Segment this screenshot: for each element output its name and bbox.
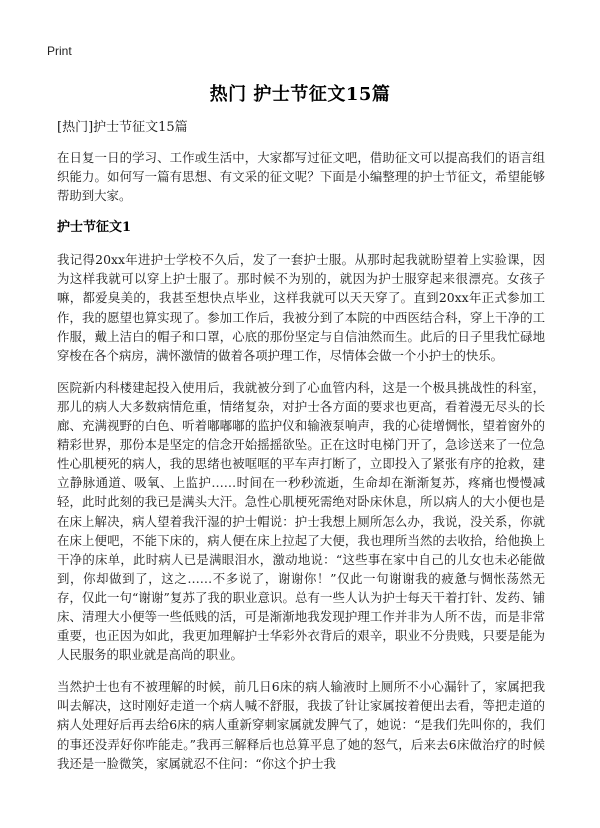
print-link[interactable]: Print — [47, 44, 72, 58]
body-paragraph: 医院新内科楼建起投入使用后，我就被分到了心血管内科，这是一个极具挑战性的科室，那儿的病人大多数病情危重，情绪复杂，对护士各方面的要求也更高，看着漫无尽头的长廊、充满视野的白色、听着嘟嘟嘟的监护仪和输液泵响声，我的心徒增惆怅，望着窗外的精彩世界，那份本是坚定的信念开始摇摇欲坠。正在这时电梯门开了，急诊送来了一位急性心肌梗死的病人，我的思绪也被哐哐的平车声打断了，立即投入了紧张有序的抢救，建立静脉通道、吸氧、上监护……时间在一秒秒流逝，生命却在渐渐复苏，疼痛也慢慢减轻，此时此刻的我已是满头大汗。急性心肌梗死需绝对卧床休息，所以病人的大小便也是在床上解决，病人望着我汗湿的护士帽说：护士我想上厕所怎么办，我说，没关系，你就在床上便吧，不能下床的，病人便在床上拉起了大便，我也理所当然的去收拾，给他换上干净的床单，此时病人已是满眼泪水，激动地说：“这些事在家中自己的儿女也未必能做到，你却做到了，这之……不多说了，谢谢你！”仅此一句谢谢我的疲惫与惆怅荡然无存，仅此一句“谢谢”复苏了我的职业意识。总有一些人认为护士每天干着打针、发药、铺床、清理大小便等一些低贱的活，可是渐渐地我发现护理工作并非为人所不齿，而是非常重要，也正因为如此，我更加理解护士华彩外衣背后的艰辛，职业不分贵贱，只要是能为人民服务的职业就是高尚的职业。 — [57, 379, 545, 663]
intro-paragraph: 在日复一日的学习、工作或生活中，大家都写过征文吧，借助征文可以提高我们的语言组织能力。如何写一篇有思想、有文采的征文呢？下面是小编整理的护士节征文，希望能够帮助到大家。 — [57, 150, 545, 204]
page-title: 热门 护士节征文15篇 — [209, 84, 391, 105]
section-heading: 护士节征文1 — [57, 220, 132, 236]
article-body — [57, 118, 545, 786]
body-paragraph: 我记得20xx年进护士学校不久后，发了一套护士服。从那时起我就盼望着上实验课，因为这样我就可以穿上护士服了。那时候不为别的，就因为护士服穿起来很漂亮。女孩子嘛，都爱臭美的，我甚至想快点毕业，这样我就可以天天穿了。直到20xx年正式参加工作，我的愿望也算实现了。参加工作后，我被分到了本院的中西医结合科，穿上干净的工作服，戴上洁白的帽子和口罩，心底的那份坚定与自信油然而生。此后的日子里我忙碌地穿梭在各个病房，满怀激情的做着各项护理工作，尽情体会做一个小护士的快乐。 — [57, 252, 545, 363]
body-paragraph: 当然护士也有不被理解的时候，前几日6床的病人输液时上厕所不小心漏针了，家属把我叫去解决，这时刚好走道一个病人喊不舒服，我拔了针让家属按着便出去看，等把走道的病人处理好后再去给6床的病人重新穿刺家属就发脾气了，她说：“是我们先叫你的，我们的事还没弄好你咋能走。”我再三解释后也总算平息了她的怒气，后来去6床做治疗的时候我还是一脸微笑，家属就忍不住问：“你这个护士我 — [57, 679, 545, 771]
article-subtitle: [热门]护士节征文15篇 — [57, 120, 188, 135]
